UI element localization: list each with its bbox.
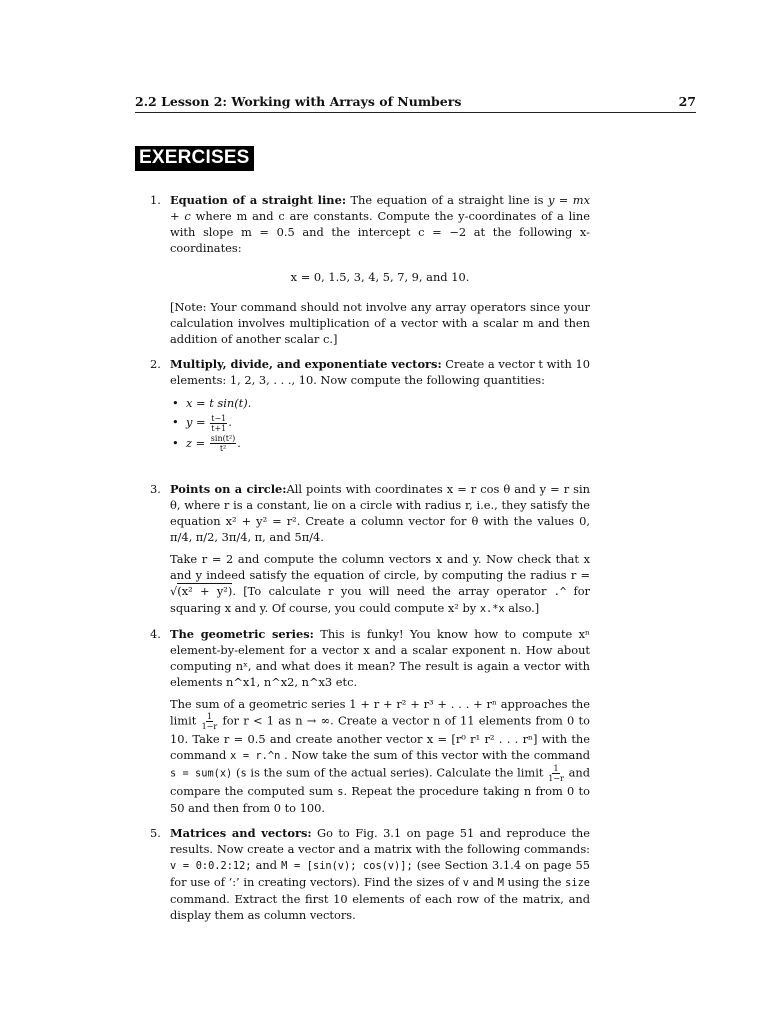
exercises-badge: EXERCISES: [135, 146, 254, 171]
bullet-text: z =: [186, 435, 206, 450]
exercise-text: also.]: [504, 601, 540, 615]
running-header: [135, 91, 696, 109]
exercise-text: Go to Fig. 3.1 on page 51 and reproduce the results. Now create a vector and a matrix with the following commands:: [170, 826, 591, 856]
denominator: 1−r: [548, 774, 564, 783]
list-item: • x = t sin(t).: [172, 396, 252, 410]
numerator: t−1: [211, 413, 227, 423]
exercise-text: for squaring x and y. Of course, you could compute x² by: [170, 584, 591, 615]
exercise-title: Equation of a straight line:: [170, 193, 347, 207]
exercise-number: 3.: [150, 482, 161, 496]
exercise-text: The equation of a straight line is: [346, 193, 548, 207]
code-snippet: x.*x: [479, 603, 505, 615]
exercise-text: . Now take the sum of this vector with the command: [280, 748, 590, 762]
exercise-body: [170, 696, 590, 816]
section-title: 2.2 Lesson 2: Working with Arrays of Numbers: [135, 94, 462, 109]
code-snippet: M = [sin(v); cos(v)];: [281, 860, 413, 872]
exercise-body: [170, 481, 590, 545]
fraction: [210, 414, 227, 433]
code-snippet: size: [565, 877, 590, 889]
exercise-2: [150, 356, 590, 453]
code-snippet: v: [462, 877, 469, 889]
exercise-text: command. Extract the first 10 elements of each row of the matrix, and display them as column vectors.: [170, 892, 590, 922]
exercise-title: The geometric series:: [170, 627, 314, 641]
code-snippet: x = r.^n: [230, 750, 281, 762]
header-rule: [135, 112, 696, 113]
exercise-4: [150, 626, 590, 816]
code-snippet: s = sum(x): [170, 767, 233, 780]
denominator: t²: [219, 444, 227, 453]
exercise-number: 4.: [150, 627, 161, 641]
exercise-text: and: [251, 858, 282, 872]
fraction: [210, 434, 236, 453]
fraction: [548, 764, 564, 783]
exercise-text: . Repeat the procedure taking n from 0 to 50 and then from 0 to 100.: [170, 784, 590, 815]
exercise-text: This is funky! You know how to compute xⁿ element-by-element for a vector x and a scalar exponent n. How about computing nˣ, and what does it mean? The result is again a vector with elements n^x1, n^x2, n^x3 etc.: [170, 627, 590, 689]
exercise-number: 2.: [150, 357, 161, 371]
exercise-1: [150, 192, 590, 347]
list-item: • z = $\frac{\text{sin(t²)}}{\text{t²}}$ .: [172, 434, 241, 453]
exercise-body: [170, 192, 590, 256]
exercise-text: using the: [503, 875, 566, 889]
exercise-text: The sum of a geometric series 1 + r + r² + r³ + . . . + rⁿ approaches the limit: [170, 697, 590, 728]
exercise-text: for r < 1 as n → ∞. Create a vector n of 11 elements from 0 to 10. Take r = 0.5 and create another vector x = [r⁰ r¹ r² . . . rⁿ] with the command: [170, 713, 590, 762]
exercise-text: (see Section 3.1.4 on page 55 for use of ‘:’ in creating vectors). Find the sizes of: [170, 858, 591, 889]
exercise-text: and compare the computed sum: [170, 765, 590, 798]
exercise-list: [150, 192, 590, 932]
exercise-title: Matrices and vectors:: [170, 826, 312, 840]
exercise-body: Take r = 2 and compute the column vectors x and y. Now check that x and y indeed satisfy the equation of circle, by computing the radius r = √(x² + y²). [To calculate r you will need the array operator .^ for squaring x and y. Of course, you could compute x² by x.*x also.]: [170, 552, 591, 615]
exercise-5: [150, 825, 590, 923]
code-snippet: .^: [553, 586, 567, 598]
exercise-note: [Note: Your command should not involve any array operators since your calculation involves multiplication of a vector with a scalar m and then addition of another scalar c.]: [170, 300, 590, 346]
code-snippet: s: [240, 767, 247, 780]
exercise-body: [170, 356, 590, 388]
numerator: 1: [553, 764, 559, 773]
fraction: [202, 712, 218, 731]
sqrt-expression: (x² + y²): [177, 584, 233, 598]
exercise-title: Multiply, divide, and exponentiate vectors:: [170, 357, 442, 371]
exercise-text: Take r = 2 and compute the column vectors x and y. Now check that x and y indeed satisfy the equation of circle, by computing the radius r =: [170, 552, 590, 582]
exercise-text: Create a vector t with 10 elements: 1, 2, 3, . . ., 10. Now compute the following quantities:: [170, 357, 591, 387]
denominator: 1−r: [201, 722, 218, 731]
exercise-text: and: [468, 875, 498, 889]
numerator: sin(t²): [210, 434, 236, 443]
exercise-body: [170, 626, 590, 690]
exercise-title: Points on a circle:: [170, 482, 287, 496]
exercise-text: (: [232, 765, 241, 780]
exercise-text: where m and c are constants. Compute the y-coordinates of a line with slope m = 0.5 and the intercept c = −2 at the following x-coordinates:: [170, 209, 590, 255]
exercise-body: [170, 825, 590, 923]
list-item: • y = $\frac{t-1}{t+1}$ .: [172, 413, 232, 433]
bullet-text: y =: [186, 415, 206, 429]
exercise-text: is the sum of the actual series). Calculate the limit: [246, 765, 548, 780]
page-number: 27: [678, 94, 696, 109]
exercise-3: [150, 481, 590, 617]
code-snippet: v = 0:0.2:12;: [170, 860, 252, 872]
exercise-text: All points with coordinates x = r cos θ and y = r sin θ, where r is a constant, lie on a circle with radius r, i.e., they satisfy the equation x² + y² = r². Create a column vector for θ with the values 0, π/4, π/2, 3π/4, π, and 5π/4.: [170, 482, 590, 544]
code-snippet: M: [497, 877, 504, 889]
exercise-text: . [To calculate r you will need the array operator: [232, 584, 554, 598]
equation: y = mx + c: [170, 193, 590, 223]
exercise-number: 1.: [150, 193, 161, 207]
bullet-text: x = t sin(t).: [186, 396, 252, 410]
code-snippet: s: [337, 786, 344, 798]
quantity-list: [170, 394, 590, 453]
display-equation: x = 0, 1.5, 3, 4, 5, 7, 9, and 10.: [290, 270, 470, 284]
denominator: t+1: [211, 423, 227, 433]
numerator: 1: [206, 712, 212, 721]
exercise-number: 5.: [150, 826, 161, 840]
